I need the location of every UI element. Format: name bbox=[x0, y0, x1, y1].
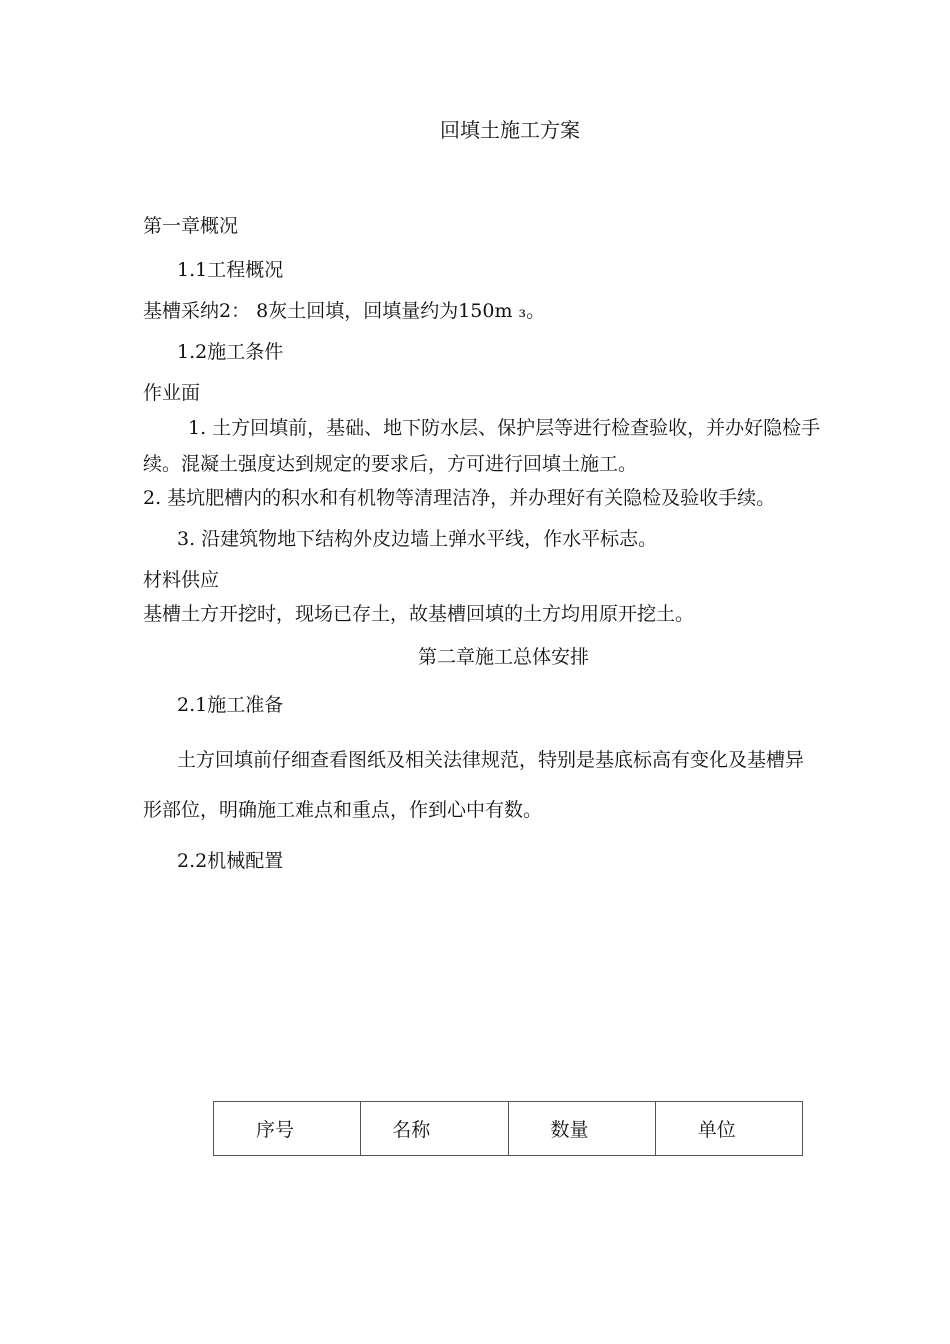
chapter-1-heading: 第一章概况 bbox=[143, 215, 239, 237]
work-surface-label: 作业面 bbox=[143, 382, 201, 404]
document-title: 回填土施工方案 bbox=[440, 118, 580, 142]
header-unit: 单位 bbox=[697, 1119, 736, 1141]
section-1-2-heading: 1.2施工条件 bbox=[177, 341, 284, 363]
materials-label: 材料供应 bbox=[143, 569, 220, 591]
table-header-cell bbox=[655, 1102, 802, 1156]
section-2-1-paragraph-line-2: 形部位，明确施工难点和重点，作到心中有数。 bbox=[143, 799, 543, 821]
header-quantity: 数量 bbox=[550, 1119, 589, 1141]
table-header-cell bbox=[361, 1102, 508, 1156]
work-surface-item-1-line-1: 1. 土方回填前，基础、地下防水层、保护层等进行检查验收，并办好隐检手 bbox=[188, 417, 821, 439]
header-index: 序号 bbox=[256, 1119, 295, 1141]
section-1-1-heading: 1.1工程概况 bbox=[177, 259, 284, 281]
section-2-1-paragraph-line-1: 土方回填前仔细查看图纸及相关法律规范，特别是基底标高有变化及基槽异 bbox=[177, 749, 805, 771]
section-1-1-text: 基槽采纳2： 8灰土回填，回填量约为150m ₃。 bbox=[143, 300, 546, 322]
table-header-cell bbox=[214, 1102, 361, 1156]
header-name: 名称 bbox=[392, 1119, 431, 1141]
materials-text: 基槽土方开挖时，现场已存土，故基槽回填的土方均用原开挖土。 bbox=[143, 603, 695, 625]
equipment-table bbox=[213, 1101, 803, 1156]
table-header-row bbox=[214, 1102, 803, 1156]
work-surface-item-2: 2. 基坑肥槽内的积水和有机物等清理洁净，并办理好有关隐检及验收手续。 bbox=[143, 487, 776, 509]
chapter-2-heading: 第二章施工总体安排 bbox=[418, 646, 590, 668]
work-surface-item-1-line-2: 续。混凝土强度达到规定的要求后，方可进行回填土施工。 bbox=[143, 453, 638, 475]
section-2-2-heading: 2.2机械配置 bbox=[177, 850, 284, 872]
section-2-1-heading: 2.1施工准备 bbox=[177, 694, 284, 716]
table-header-cell bbox=[508, 1102, 655, 1156]
work-surface-item-3: 3. 沿建筑物地下结构外皮边墙上弹水平线，作水平标志。 bbox=[177, 528, 658, 550]
